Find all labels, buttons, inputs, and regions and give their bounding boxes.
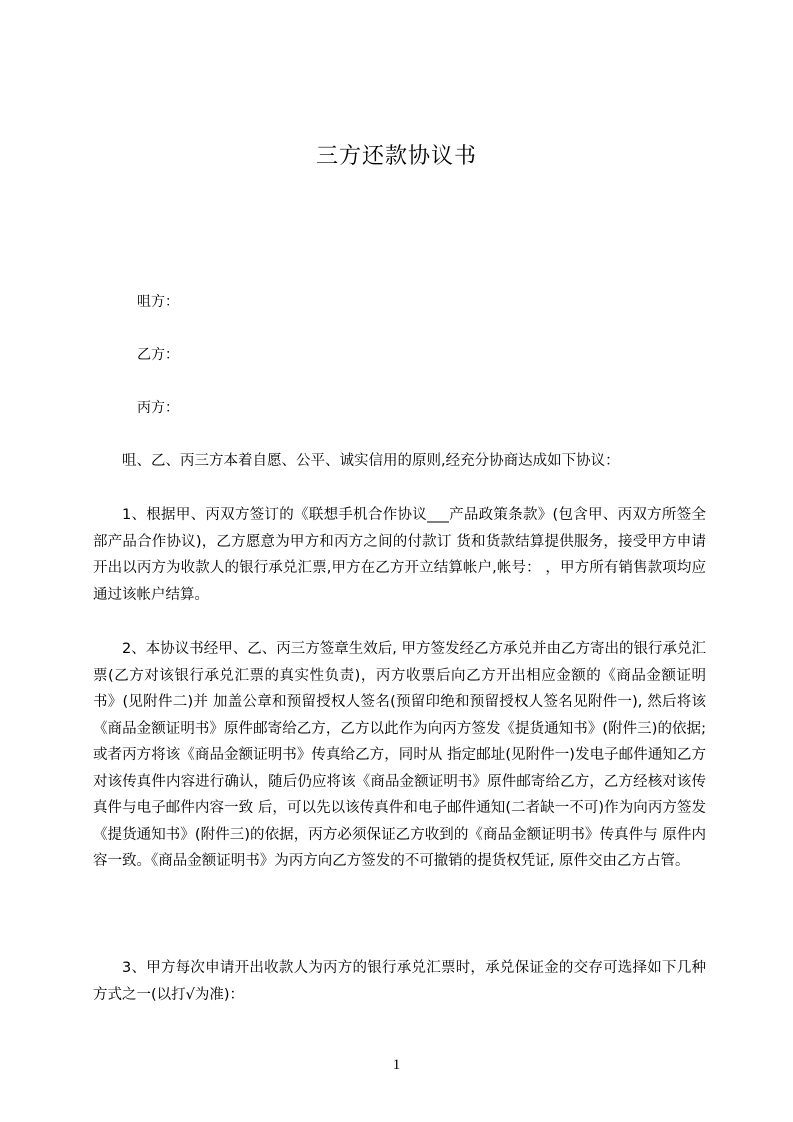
party-c-label: 丙方： [137,400,179,416]
party-a-label: 咀方： [137,294,179,310]
clause-1-paragraph: 1、根据甲、丙双方签订的《联想手机合作协议___产品政策条款》(包含甲、丙双方所签全部产品合作协议)，乙方愿意为甲方和丙方之间的付款订 货和货款结算提供服务，接受甲方申请开出以丙方为收款人的银行承兑汇票,甲方在乙方开立结算帐户,帐号： ，甲方所有销售款项均应通过该帐户结算。 [93,507,706,603]
page-number: 1 [392,1057,401,1073]
clause-3-paragraph: 3、甲方每次申请开出收款人为丙方的银行承兑汇票时，承兑保证金的交存可选择如下几种方式之一(以打√为准)： [93,960,706,1003]
document-title: 三方还款协议书 [315,144,477,169]
intro-paragraph: 咀、乙、丙三方本着自愿、公平、诚实信用的原则,经充分协商达成如下协议： [122,453,620,469]
clause-2-paragraph: 2、本协议书经甲、乙、丙三方签章生效后, 甲方签发经乙方承兑并由乙方寄出的银行承兑汇票(乙方对该银行承兑汇票的真实性负责)，丙方收票后向乙方开出相应金额的《商品金额证明书》(见附件二)并 加盖公章和预留授权人签名(预留印绝和预留授权人签名见附件一), 然后将该《商品金额证明书》原件邮寄给乙方，乙方以此作为向丙方签发《提货通知书》(附件三)的依据;或者丙方将该《商品金额证明书》传真给乙方，同时从 指定邮址(见附件一)发电子邮件通知乙方对该传真件内容进行确认，随后仍应将该《商品金额证明书》原件邮寄给乙方，乙方经核对该传真件与电子邮件内容一致 后，可以先以该传真件和电子邮件通知(二者缺一不可)作为向丙方签发《提货通知书》(附件三)的依据，丙方必须保证乙方收到的《商品金额证明书》传真件与 原件内容一致。《商品金额证明书》为丙方向乙方签发的不可撤销的提货权凭证, 原件交由乙方占管。 [93,641,706,869]
party-b-label: 乙方： [137,347,179,363]
